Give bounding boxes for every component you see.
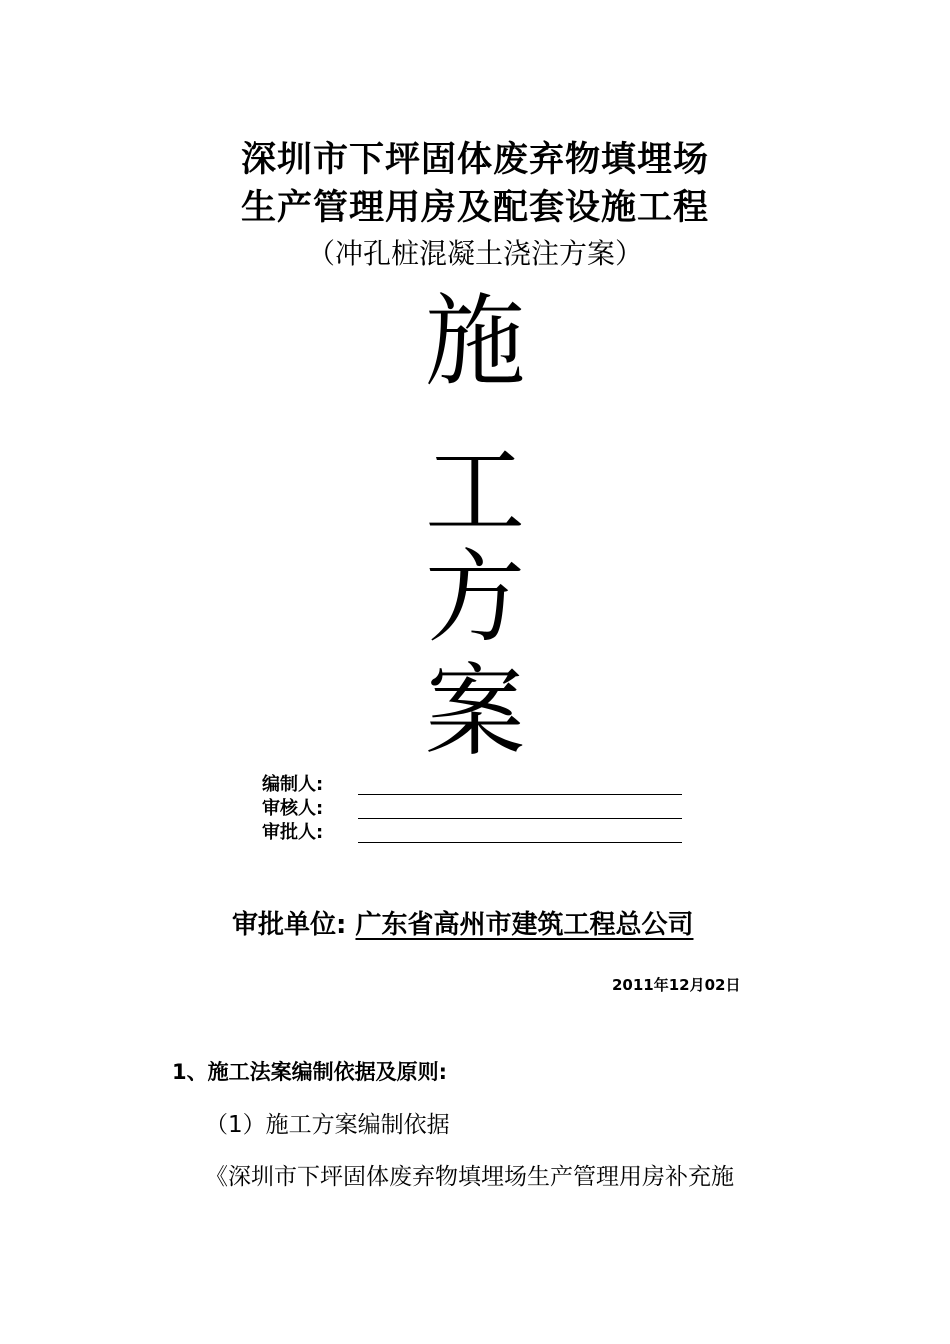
sub-heading: （1）施工方案编制依据	[205, 1112, 450, 1138]
signature-line	[358, 842, 682, 843]
signature-label: 审批人:	[262, 822, 324, 843]
subtitle: （冲孔桩混凝土浇注方案）	[306, 237, 643, 270]
signature-row-compiler	[262, 774, 702, 798]
body-paragraph: 《深圳市下坪固体废弃物填埋场生产管理用房补充施	[205, 1164, 734, 1190]
big-char-1: 施	[425, 283, 525, 400]
document-date: 2011年12月02日	[612, 976, 741, 994]
big-char-3: 方	[425, 539, 525, 656]
signature-label: 编制人:	[262, 774, 324, 795]
approval-unit	[232, 904, 693, 941]
signature-line	[358, 818, 682, 819]
signature-label: 审核人:	[262, 798, 324, 819]
big-char-4: 案	[425, 653, 525, 770]
approval-unit-label: 审批单位:	[232, 910, 347, 940]
signature-line	[358, 794, 682, 795]
signature-row-reviewer	[262, 798, 702, 822]
approval-unit-value: 广东省高州市建筑工程总公司	[355, 910, 694, 940]
section-heading: 1、施工法案编制依据及原则:	[172, 1060, 448, 1084]
title-line-2: 生产管理用房及配套设施工程	[240, 188, 709, 228]
big-char-2: 工	[425, 433, 525, 550]
signature-row-approver	[262, 822, 702, 846]
title-line-1: 深圳市下坪固体废弃物填埋场	[240, 140, 709, 180]
